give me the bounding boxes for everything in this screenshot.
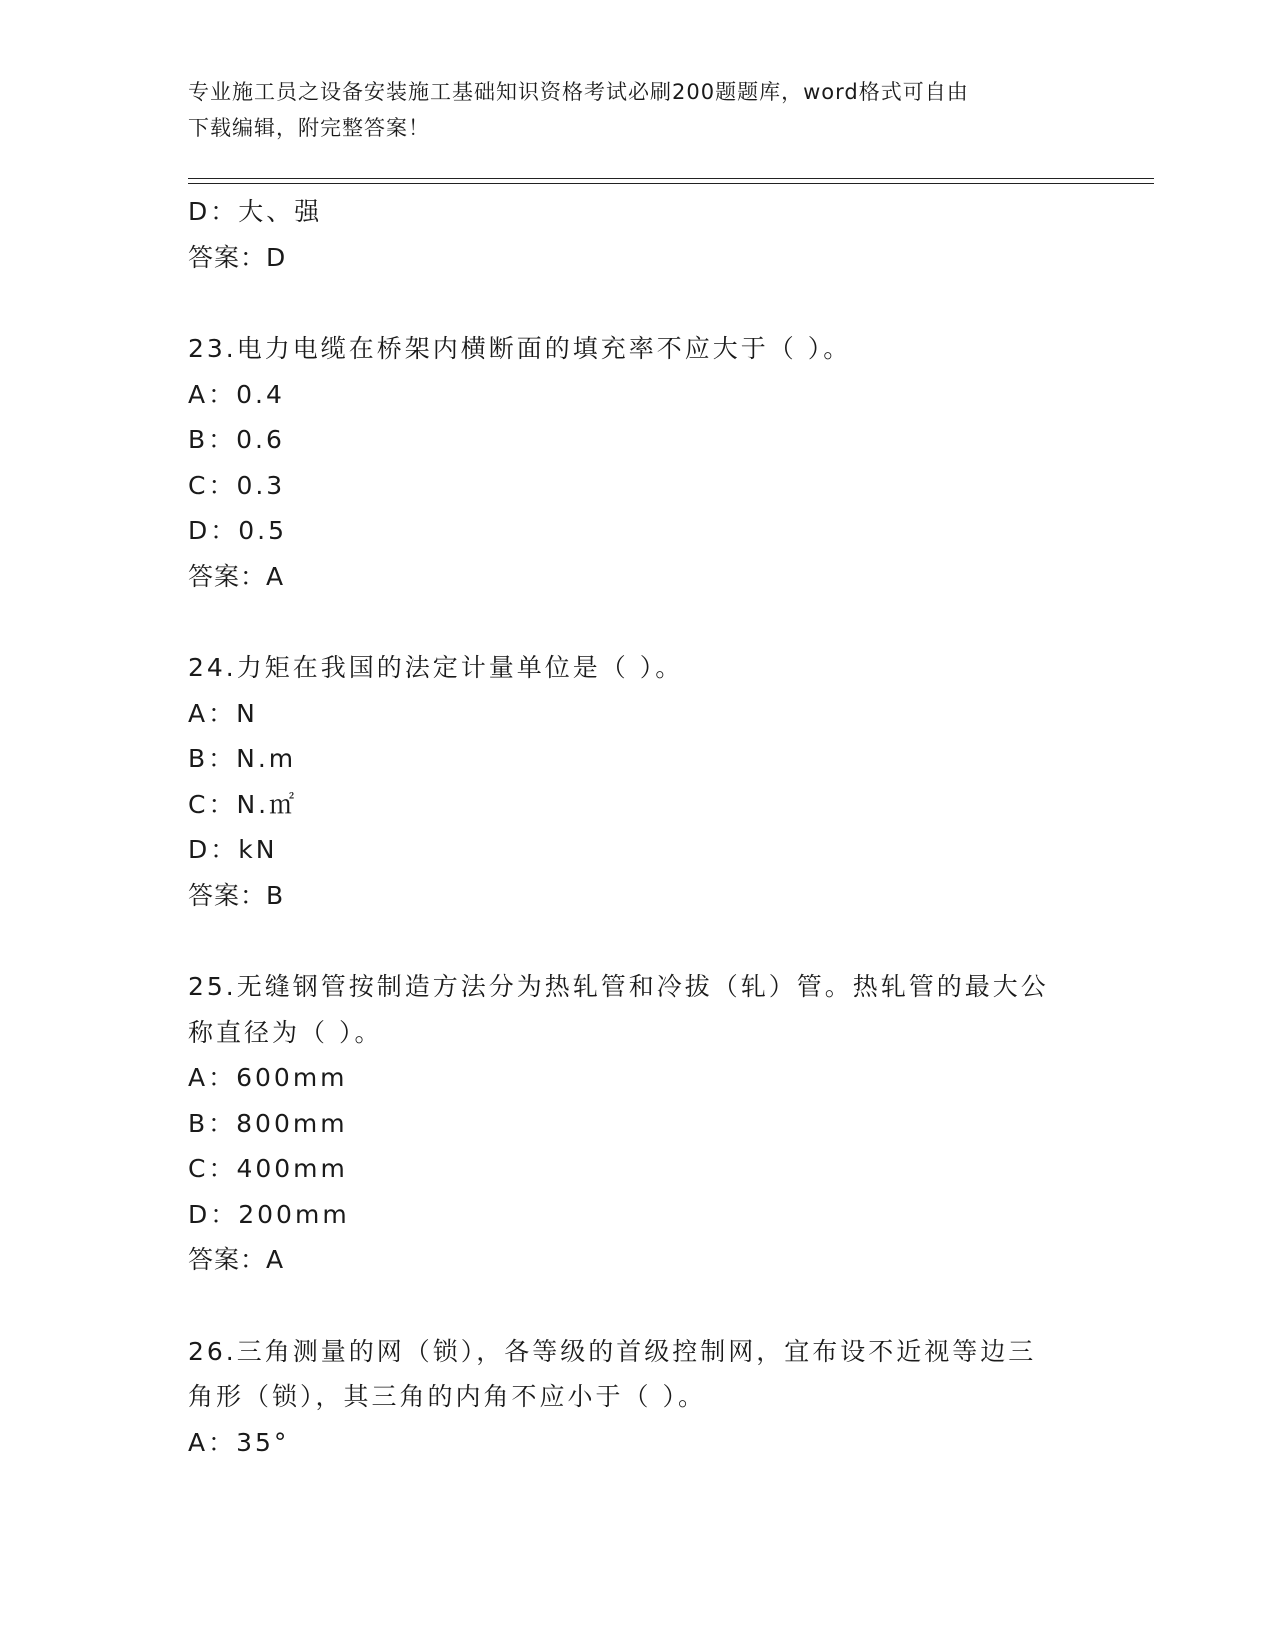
option-b: B：800mm xyxy=(188,1108,348,1138)
question-text: 24.力矩在我国的法定计量单位是（ ）。 xyxy=(188,653,684,682)
question-text: 23.电力电缆在桥架内横断面的填充率不应大于（ ）。 xyxy=(188,334,852,363)
spacer xyxy=(188,918,1088,964)
header-divider-bottom xyxy=(188,183,1154,184)
option-a: A：0.4 xyxy=(188,379,285,409)
question-25 xyxy=(188,964,1088,1283)
question-26 xyxy=(188,1329,1088,1466)
header-line-1: 专业施工员之设备安装施工基础知识资格考试必刷200题题库，word格式可自由 xyxy=(188,80,969,104)
option-d: D：大、强 xyxy=(188,197,323,226)
answer: 答案：D xyxy=(188,242,287,272)
question-text-line-1: 25.无缝钢管按制造方法分为热轧管和冷拔（轧）管。热轧管的最大公 xyxy=(188,972,1049,1001)
question-24 xyxy=(188,645,1088,918)
question-text-line-2: 称直径为（ ）。 xyxy=(188,1017,383,1047)
question-list xyxy=(188,189,1088,1465)
header-divider-top xyxy=(188,178,1154,179)
spacer xyxy=(188,1283,1088,1329)
option-c: C：0.3 xyxy=(188,470,286,500)
option-a: A：35° xyxy=(188,1427,290,1457)
answer: 答案：A xyxy=(188,1245,285,1274)
spacer xyxy=(188,599,1088,645)
option-a: A：N xyxy=(188,698,258,728)
option-d: D：0.5 xyxy=(188,516,288,545)
page-header xyxy=(188,74,1068,146)
answer: 答案：A xyxy=(188,561,285,591)
question-text-line-1: 26.三角测量的网（锁），各等级的首级控制网，宜布设不近视等边三 xyxy=(188,1336,1037,1366)
answer: 答案：B xyxy=(188,880,285,910)
option-a: A：600mm xyxy=(188,1063,348,1092)
question-text-line-2: 角形（锁），其三角的内角不应小于（ ）。 xyxy=(188,1382,706,1411)
option-b: B：0.6 xyxy=(188,425,285,454)
option-c: C：400mm xyxy=(188,1154,348,1183)
question-22-tail xyxy=(188,189,1088,280)
question-23 xyxy=(188,326,1088,599)
option-c: C：N.㎡ xyxy=(188,789,298,819)
header-line-2: 下载编辑，附完整答案！ xyxy=(188,116,430,140)
option-b: B：N.m xyxy=(188,744,297,773)
option-d: D：200mm xyxy=(188,1199,350,1229)
option-d: D：kN xyxy=(188,835,278,864)
spacer xyxy=(188,280,1088,326)
